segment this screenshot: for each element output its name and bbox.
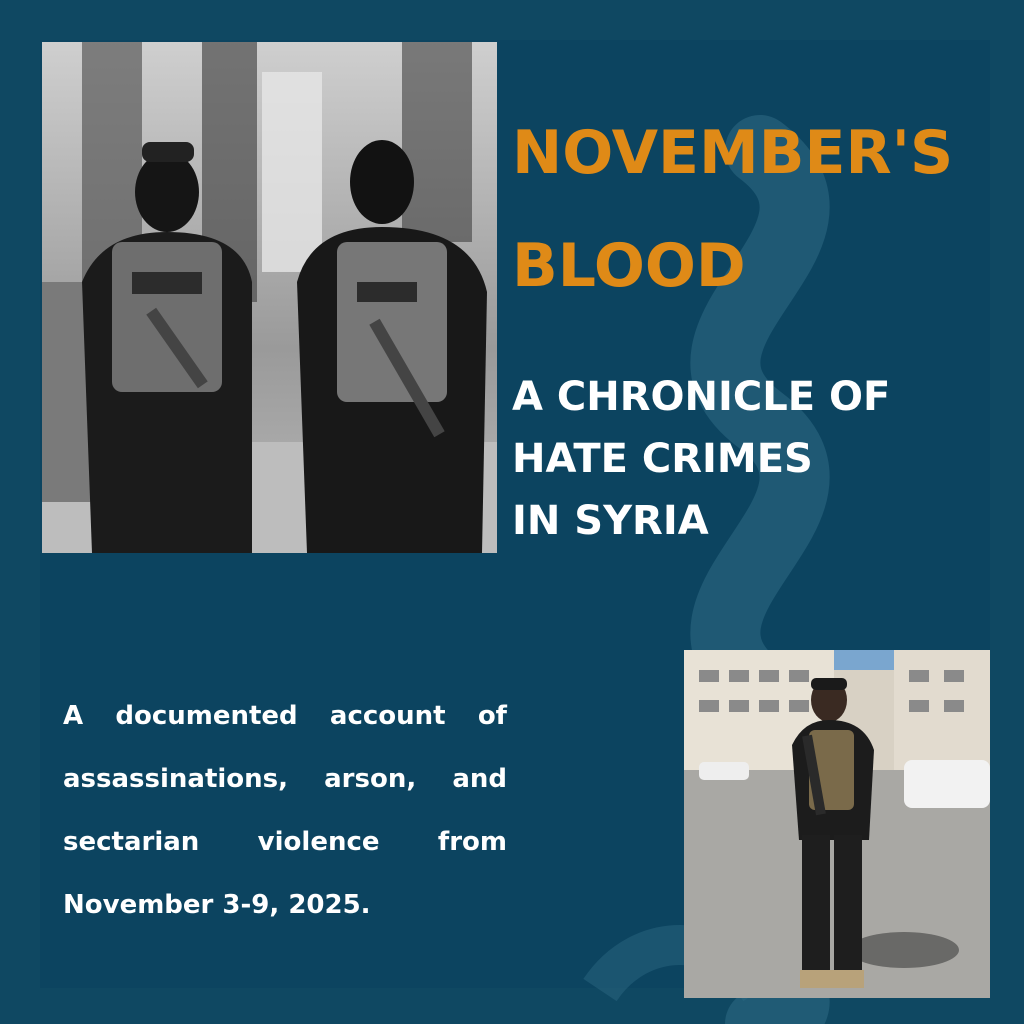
- subtitle-line-3: IN SYRIA: [512, 498, 709, 544]
- title-line-1: NOVEMBER'S: [512, 118, 954, 188]
- top-photo: [42, 42, 497, 553]
- armed-man-street-photo: [684, 650, 990, 998]
- bottom-photo: [684, 650, 990, 998]
- title-line-2: BLOOD: [512, 231, 746, 301]
- description: A documented account of assassinations, arson, and sectarian violence from November 3-9, 2025.: [63, 701, 507, 920]
- subtitle: [512, 366, 890, 552]
- subtitle-line-1: A CHRONICLE OF: [512, 374, 891, 420]
- subtitle-line-2: HATE CRIMES: [512, 436, 813, 482]
- masked-men-photo: [42, 42, 497, 553]
